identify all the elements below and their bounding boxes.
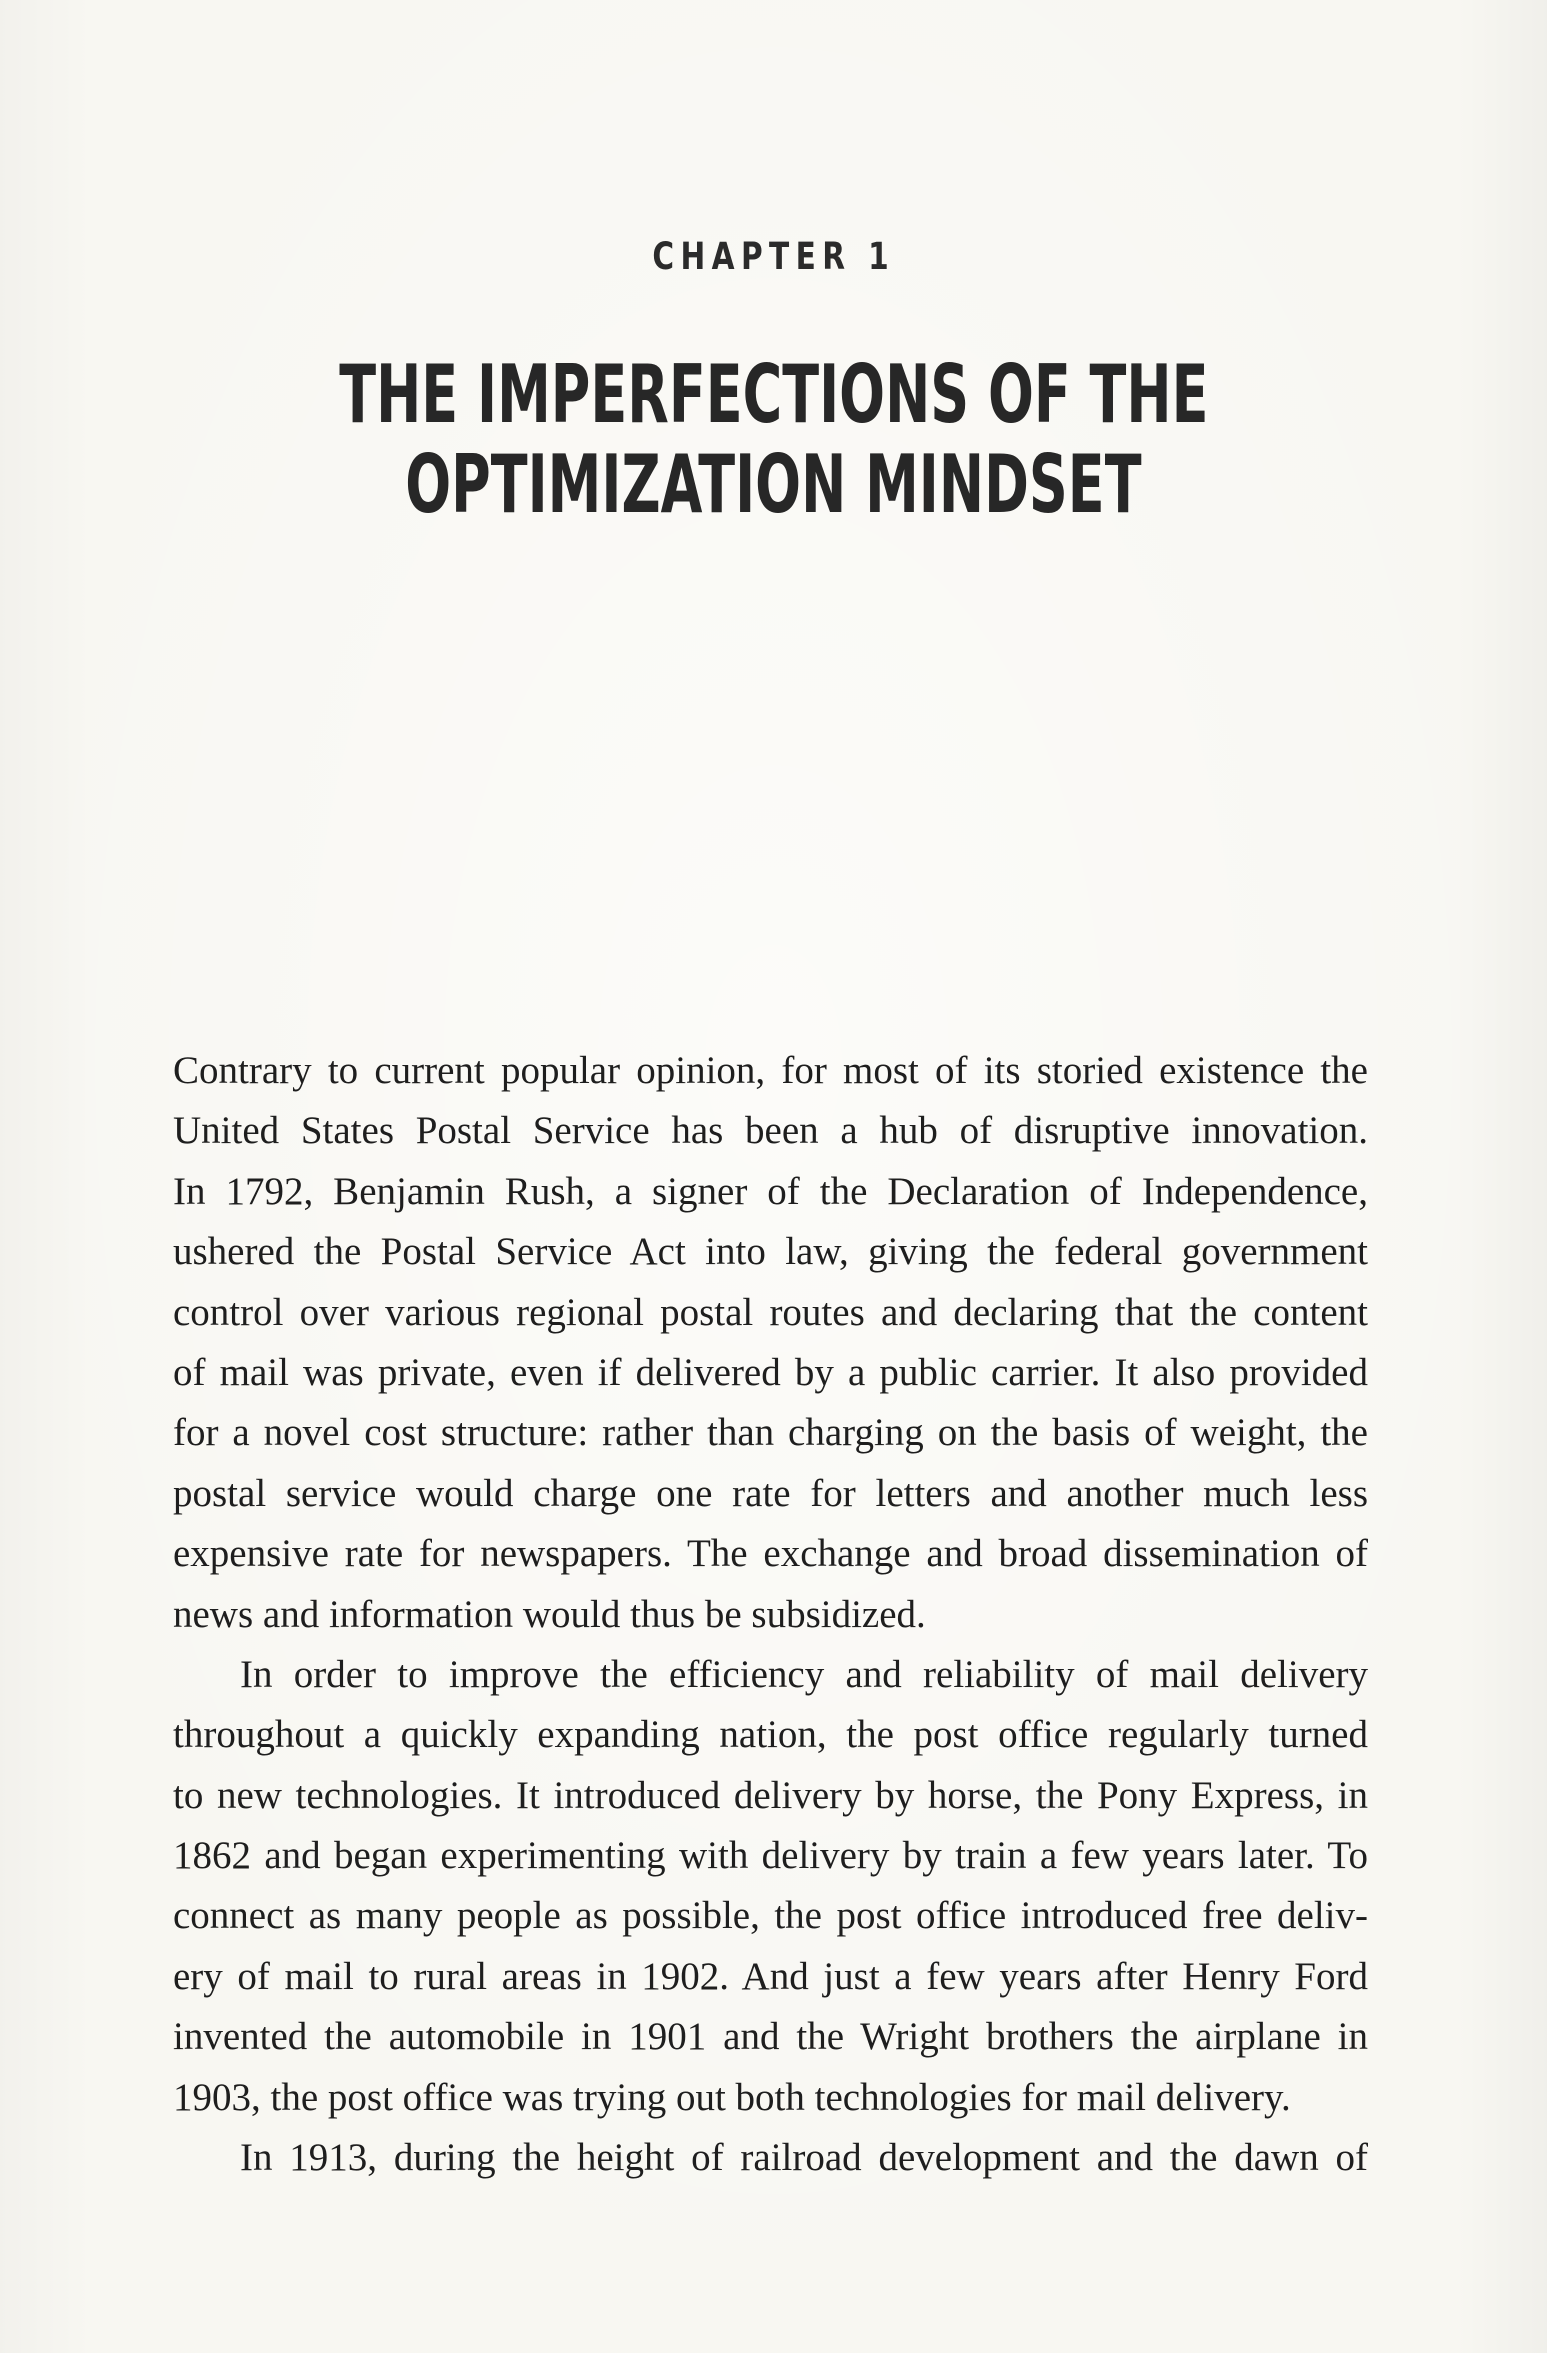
body-text-line: In 1792, Benjamin Rush, a signer of the Declaration of Independence,	[173, 1169, 1368, 1213]
body-text-line: throughout a quickly expanding nation, the post office regularly turned	[173, 1713, 1368, 1757]
body-text-line: ery of mail to rural areas in 1902. And just a few years after Henry Ford	[173, 1954, 1368, 1998]
body-paragraph	[173, 2128, 1368, 2188]
chapter-title-line	[0, 350, 1547, 440]
body-text-line: Contrary to current popular opinion, for most of its storied existence the	[173, 1049, 1368, 1092]
chapter-number-text: CHAPTER 1	[652, 235, 895, 278]
chapter-title-line-text: THE IMPERFECTIONS OF THE	[338, 348, 1209, 441]
body-text-line: postal service would charge one rate for letters and another much less	[173, 1471, 1368, 1515]
body-paragraph	[173, 1041, 1368, 1645]
body-text-line: of mail was private, even if delivered by a public carrier. It also provided	[173, 1350, 1368, 1394]
body-text-line: 1903, the post office was trying out both technologies for mail delivery.	[173, 2075, 1291, 2119]
body-text-line: In 1913, during the height of railroad development and the dawn of	[240, 2136, 1368, 2180]
body-text-line: United States Postal Service has been a hub of disruptive innovation.	[173, 1109, 1368, 1153]
body-text-line: invented the automobile in 1901 and the Wright brothers the airplane in	[173, 2015, 1368, 2059]
body-text-line: control over various regional postal routes and declaring that the content	[173, 1290, 1368, 1334]
body-text-line: connect as many people as possible, the post office introduced free deliv-	[173, 1894, 1368, 1938]
body-text	[173, 1041, 1368, 2188]
body-paragraph	[173, 1645, 1368, 2128]
body-text-line: to new technologies. It introduced delivery by horse, the Pony Express, in	[173, 1773, 1368, 1817]
body-text-line: ushered the Postal Service Act into law, giving the federal government	[173, 1230, 1368, 1274]
chapter-title-line	[0, 440, 1547, 530]
body-text-line: for a novel cost structure: rather than charging on the basis of weight, the	[173, 1411, 1368, 1455]
body-text-line: In order to improve the efficiency and reliability of mail delivery	[240, 1652, 1368, 1696]
chapter-title	[0, 350, 1547, 530]
body-text-line: 1862 and began experimenting with delivery by train a few years later. To	[173, 1834, 1368, 1878]
body-text-line: news and information would thus be subsidized.	[173, 1592, 926, 1636]
body-text-line: expensive rate for newspapers. The exchange and broad dissemination of	[173, 1532, 1368, 1576]
chapter-title-line-text: OPTIMIZATION MINDSET	[405, 438, 1142, 531]
chapter-number-label	[0, 235, 1547, 279]
